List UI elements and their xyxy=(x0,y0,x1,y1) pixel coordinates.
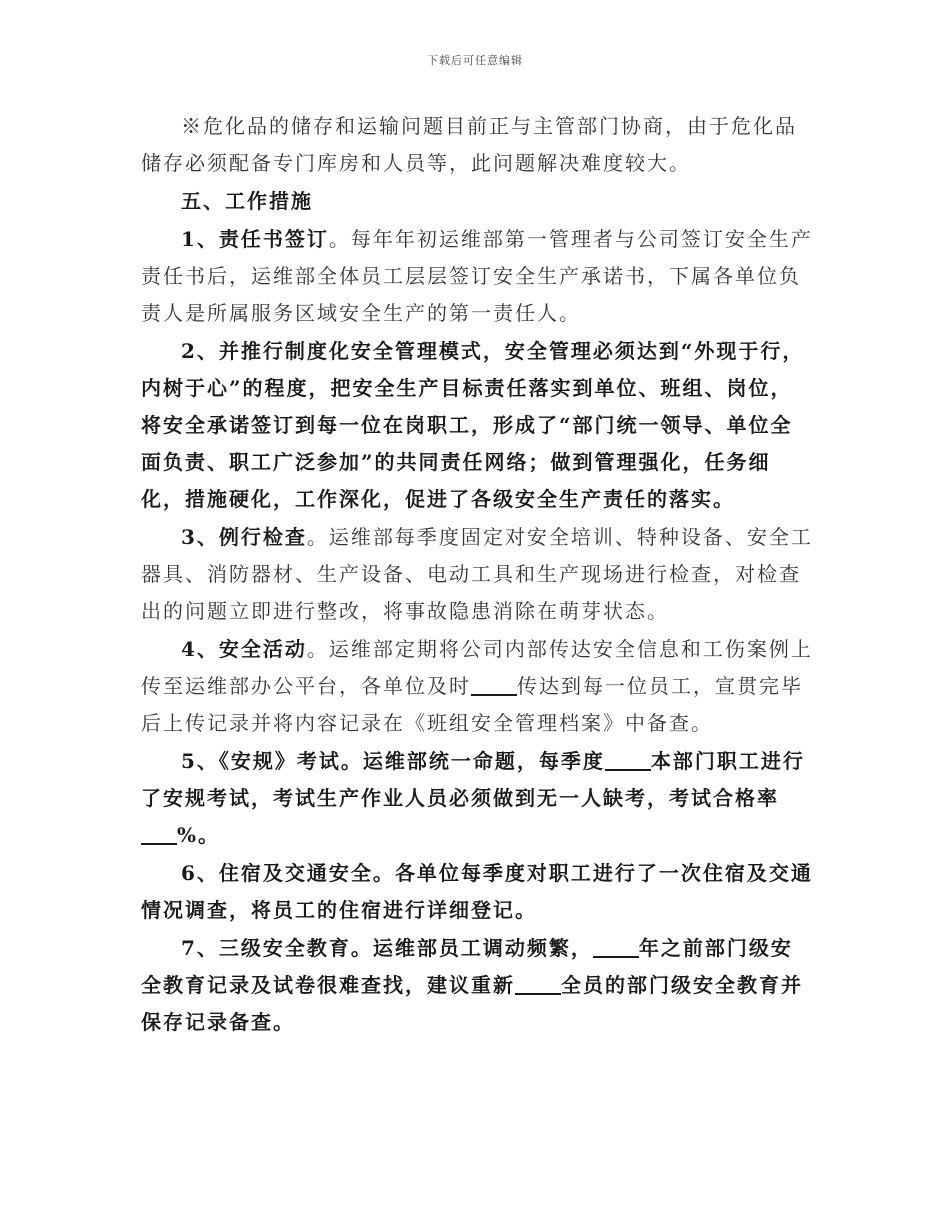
paragraph-management-mode: 2、并推行制度化安全管理模式，安全管理必须达到“外现于行，内树于心”的程度，把安全生产目标责任落实到单位、班组、岗位，将安全承诺签订到每一位在岗职工，形成了“部门统一领导、单位全面负责、职工广泛参加”的共同责任网络；做到管理强化，任务细化，措施硬化，工作深化，促进了各级安全生产责任的落实。 xyxy=(141,339,805,511)
paragraph-three-level-education xyxy=(141,930,813,1041)
education-text-b: 年之前部门级安全教育记录及试卷很难查找，建议重新 xyxy=(141,936,793,997)
responsibility-lead: 1、责任书签订 xyxy=(181,227,329,251)
page-header: 下载后可任意编辑 xyxy=(427,54,523,67)
paragraph-routine-inspection xyxy=(141,519,813,630)
responsibility-body: 。每年年初运维部第一管理者与公司签订安全生产责任书后，运维部全体员工层层签订安全生产承诺书，下属各单位负责人是所属服务区域安全生产的第一责任人。 xyxy=(141,227,813,325)
fill-in-blank xyxy=(605,749,651,771)
paragraph-hazmat-note xyxy=(141,108,813,182)
hazmat-note-text: ※危化品的储存和运输问题目前正与主管部门协商，由于危化品储存必须配备专门库房和人员等，此问题解决难度较大。 xyxy=(141,114,797,175)
inspection-lead: 3、例行检查 xyxy=(181,525,307,549)
inspection-body: 。运维部每季度固定对安全培训、特种设备、安全工器具、消防器材、生产设备、电动工具和生产现场进行检查，对检查出的问题立即进行整改，将事故隐患消除在萌芽状态。 xyxy=(141,525,813,623)
exam-text-a: 5、《安规》考试。运维部统一命题，每季度 xyxy=(181,749,605,773)
paragraph-safety-activity xyxy=(141,631,813,742)
section-title: 五、工作措施 xyxy=(181,189,313,213)
education-text-a: 7、三级安全教育。运维部员工调动频繁， xyxy=(181,936,593,960)
education-text-c: 全员的部门级安全教育并保存记录备查。 xyxy=(141,973,803,1034)
activity-body-b: 传达到每一位员工，宣贯完毕后上传记录并将内容记录在《班组安全管理档案》中备查。 xyxy=(141,674,803,735)
paragraph-safety-exam xyxy=(141,743,813,854)
paragraph-housing-traffic: 6、住宿及交通安全。各单位每季度对职工进行了一次住宿及交通情况调查，将员工的住宿进行详细登记。 xyxy=(141,861,813,922)
fill-in-blank xyxy=(593,936,639,958)
fill-in-blank xyxy=(471,674,517,696)
activity-body-a: 。运维部定期将公司内部传达安全信息和工伤案例上传至运维部办公平台，各单位及时 xyxy=(141,637,813,698)
document-body xyxy=(141,108,813,1042)
activity-lead: 4、安全活动 xyxy=(181,637,307,661)
paragraph-responsibility xyxy=(141,221,813,332)
exam-text-c: %。 xyxy=(177,823,221,847)
exam-text-b: 本部门职工进行了安规考试，考试生产作业人员必须做到无一人缺考，考试合格率 xyxy=(141,749,805,810)
fill-in-blank xyxy=(515,973,561,995)
fill-in-blank xyxy=(141,823,177,845)
